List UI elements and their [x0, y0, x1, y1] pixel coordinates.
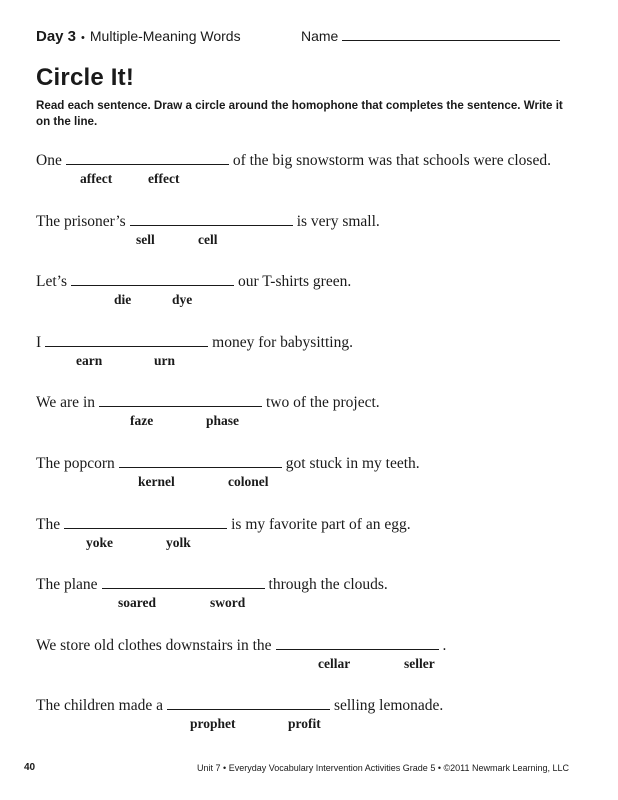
sentence-start: We store old clothes downstairs in the — [36, 636, 272, 654]
sentence-end: money for babysitting. — [212, 333, 353, 351]
sentence-start: The popcorn — [36, 455, 115, 472]
homophone-choice[interactable]: colonel — [228, 474, 269, 489]
homophone-choice[interactable]: cellar — [318, 655, 351, 671]
sentence-end: of the big snowstorm was that schools were closed. — [232, 152, 551, 169]
exercise-item — [36, 392, 576, 436]
answer-blank[interactable] — [71, 271, 234, 286]
footer-credit: Unit 7 • Everyday Vocabulary Intervention Activities Grade 5 • ©2011 Newmark Learning, LLC — [197, 763, 569, 773]
sentence — [36, 635, 446, 656]
homophone-choice[interactable]: faze — [130, 413, 154, 429]
homophone-choice[interactable]: affect — [80, 171, 113, 186]
sentence-end: got stuck in my teeth. — [285, 455, 420, 472]
exercise-item — [36, 271, 576, 315]
answer-blank[interactable] — [64, 514, 227, 529]
page-number: 40 — [24, 762, 36, 773]
sentence-start: One — [36, 152, 62, 169]
name-field[interactable] — [342, 40, 560, 41]
name-label: Name — [301, 28, 339, 44]
homophone-choice[interactable]: profit — [288, 716, 321, 732]
sentence-end: through the clouds. — [268, 576, 388, 594]
homophone-choice[interactable]: urn — [154, 352, 176, 368]
homophone-choice[interactable]: sword — [210, 595, 246, 611]
sentence-end: . — [442, 636, 447, 654]
homophone-choice[interactable]: yolk — [166, 534, 191, 550]
sentence-start: Let’s — [36, 273, 67, 291]
homophone-choice[interactable]: dye — [172, 292, 193, 308]
answer-blank[interactable] — [99, 392, 262, 407]
page-footer — [24, 760, 569, 776]
sentence-start: The prisoner’s — [36, 212, 126, 230]
page-header — [36, 26, 566, 46]
sentence-start: We are in — [36, 394, 95, 412]
instructions: Read each sentence. Draw a circle around the homophone that completes the sentence. Write it on the line. — [36, 99, 563, 128]
homophone-choice[interactable]: prophet — [190, 716, 236, 732]
exercise-item — [36, 453, 576, 497]
sentence-end: two of the project. — [266, 394, 380, 412]
homophone-choice[interactable]: kernel — [138, 474, 175, 489]
sentence-end: is my favorite part of an egg. — [231, 515, 411, 533]
sentence-end: selling lemonade. — [333, 697, 444, 715]
answer-blank[interactable] — [276, 635, 439, 650]
homophone-choice[interactable]: soared — [118, 595, 157, 611]
sentence-start: The — [36, 515, 61, 533]
sentence — [36, 392, 380, 413]
answer-blank[interactable] — [102, 574, 265, 589]
exercise-item — [36, 574, 576, 618]
sentence — [36, 211, 380, 232]
exercise-item — [36, 514, 576, 558]
sentence — [36, 514, 411, 535]
topic-label: Multiple-Meaning Words — [89, 28, 241, 44]
sentence-end: our T-shirts green. — [238, 273, 352, 291]
sentence-start: I — [36, 333, 42, 351]
answer-blank[interactable] — [130, 211, 293, 226]
homophone-choice[interactable]: die — [114, 292, 132, 308]
sentence-start: The children made a — [36, 697, 163, 715]
exercise-item — [36, 332, 576, 376]
sentence — [36, 695, 443, 716]
exercise-item — [36, 211, 576, 255]
answer-blank[interactable] — [45, 332, 208, 347]
answer-blank[interactable] — [167, 695, 330, 710]
homophone-choice[interactable]: cell — [198, 231, 218, 247]
sentence-end: is very small. — [296, 212, 380, 230]
sentence — [36, 574, 388, 595]
page-title: Circle It! — [36, 64, 135, 91]
day-label: Day 3 — [36, 28, 77, 45]
homophone-choice[interactable]: sell — [136, 231, 155, 247]
answer-blank[interactable] — [119, 453, 282, 468]
homophone-choice[interactable]: phase — [206, 413, 240, 429]
sentence-start: The plane — [36, 576, 98, 594]
homophone-choice[interactable]: effect — [148, 171, 180, 186]
sentence — [36, 453, 420, 474]
answer-blank[interactable] — [66, 150, 229, 165]
sentence — [36, 150, 551, 171]
header-separator: • — [81, 32, 85, 44]
exercise-item — [36, 635, 576, 679]
homophone-choice[interactable]: earn — [76, 352, 103, 368]
exercise-item — [36, 695, 576, 739]
homophone-choice[interactable]: yoke — [86, 534, 113, 550]
sentence — [36, 271, 351, 292]
exercise-item — [36, 150, 576, 194]
sentence — [36, 332, 353, 353]
homophone-choice[interactable]: seller — [404, 655, 435, 671]
